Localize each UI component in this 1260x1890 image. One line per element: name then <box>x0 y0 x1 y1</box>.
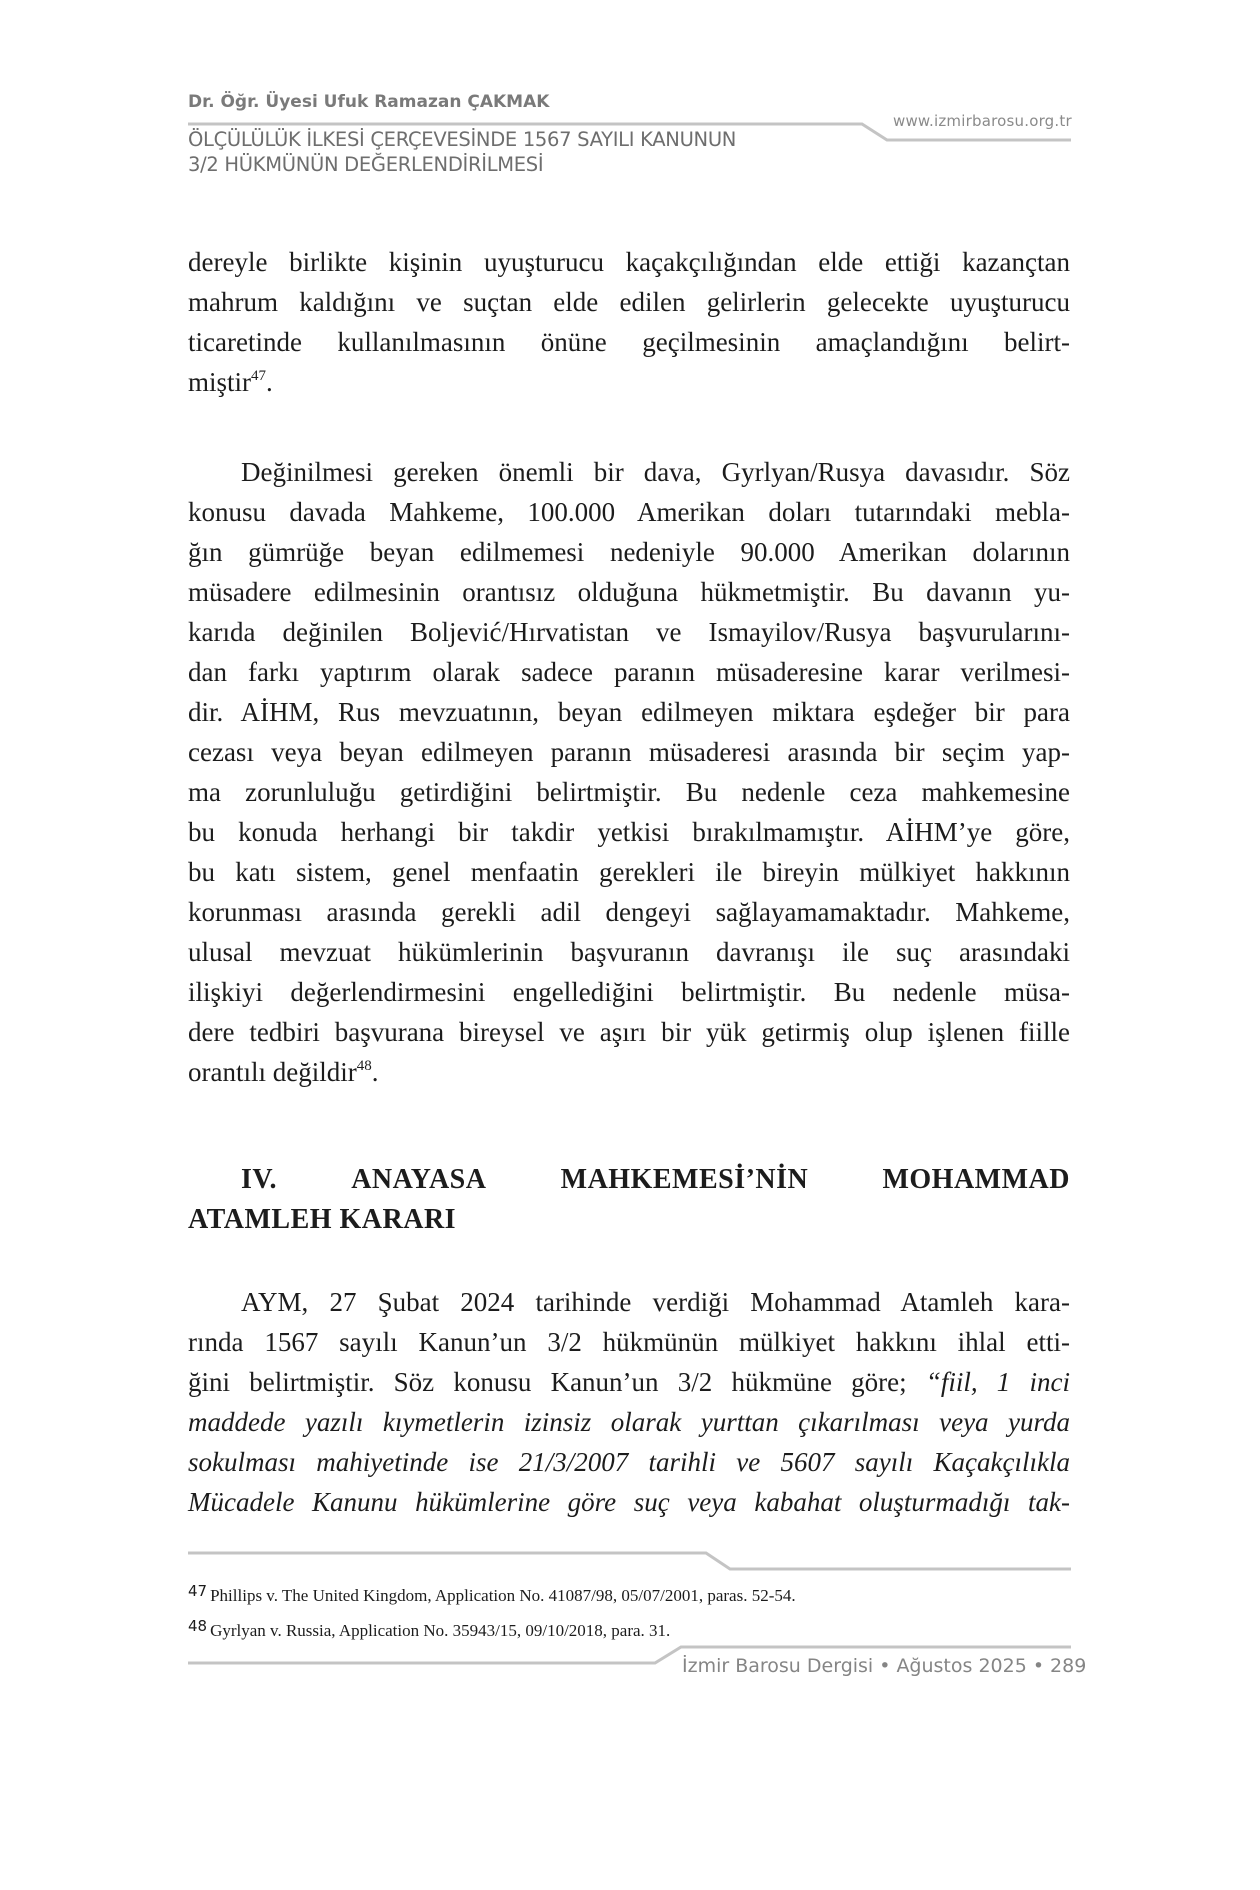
text-line: dereyle birlikte kişinin uyuşturucu kaçakçılığından elde ettiği kazançtan <box>188 247 1070 277</box>
text-segment: orantılı değildir <box>188 1057 357 1087</box>
heading-word: MAHKEMESİ’NİN <box>560 1164 809 1195</box>
text-line: Değinilmesi gereken önemli bir dava, Gyrlyan/Rusya davasıdır. Söz <box>241 457 1070 487</box>
footnote-text: Gyrlyan v. Russia, Application No. 35943/15, 09/10/2018, para. 31. <box>210 1621 671 1640</box>
text-line: AYM, 27 Şubat 2024 tarihinde verdiği Mohammad Atamleh kara- <box>241 1287 1070 1317</box>
footnote-48 <box>188 1611 1070 1646</box>
footnotes <box>188 1576 1070 1646</box>
text-segment: ğini belirtmiştir. Söz konusu Kanun’un 3/2 hükmüne göre; <box>188 1367 926 1397</box>
footnote-separator-rule <box>188 1553 1071 1569</box>
paragraph-2 <box>188 452 1070 1092</box>
footnote-number: 48 <box>188 1617 208 1635</box>
footer-separator: • <box>879 1655 891 1677</box>
page-footer <box>682 1655 1086 1677</box>
text-line: ilişkiyi değerlendirmesini engellediğini belirtmiştir. Bu nedenle müsa- <box>188 977 1070 1007</box>
section-heading-line-2: ATAMLEH KARARI <box>188 1204 457 1235</box>
text-line: dan farkı yaptırım olarak sadece paranın müsaderesine karar verilmesi- <box>188 657 1070 687</box>
text-line: karıda değinilen Boljević/Hırvatistan ve Ismayilov/Rusya başvurularını- <box>188 617 1070 647</box>
text-line <box>188 1052 1070 1092</box>
heading-word: ANAYASA <box>351 1164 487 1195</box>
quote-line: sokulması mahiyetinde ise 21/3/2007 tarihli ve 5607 sayılı Kaçakçılıkla <box>188 1447 1070 1477</box>
footer-journal-name: İzmir Barosu Dergisi <box>682 1655 874 1677</box>
text-line: cezası veya beyan edilmeyen paranın müsaderesi arasında bir seçim yap- <box>188 737 1070 767</box>
quote-line: maddede yazılı kıymetlerin izinsiz olarak yurttan çıkarılması veya yurda <box>188 1407 1070 1437</box>
text-line <box>188 362 1070 402</box>
header-rule <box>188 124 1071 140</box>
heading-word: IV. <box>241 1164 278 1195</box>
quote-segment: “fiil, 1 inci <box>925 1367 1070 1397</box>
text-segment: . <box>371 1057 379 1087</box>
footnote-ref-48[interactable]: 48 <box>356 1058 372 1074</box>
header-author: Dr. Öğr. Üyesi Ufuk Ramazan ÇAKMAK <box>188 92 550 112</box>
text-line: dir. AİHM, Rus mevzuatının, beyan edilmeyen miktara eşdeğer bir para <box>188 697 1070 727</box>
text-line: ticaretinde kullanılmasının önüne geçilmesinin amaçlandığını belirt- <box>188 327 1070 357</box>
text-line: bu katı sistem, genel menfaatin gerekleri ile bireyin mülkiyet hakkının <box>188 857 1070 887</box>
text-segment: miştir <box>188 367 252 397</box>
text-line: ulusal mevzuat hükümlerinin başvuranın davranışı ile suç arasındaki <box>188 937 1070 967</box>
paragraph-3 <box>188 1282 1070 1522</box>
text-line: korunması arasında gerekli adil dengeyi sağlayamamaktadır. Mahkeme, <box>188 897 1070 927</box>
text-segment: . <box>266 367 273 397</box>
text-line: konusu davada Mahkeme, 100.000 Amerikan doları tutarındaki mebla- <box>188 497 1070 527</box>
section-heading-line-1 <box>188 1160 1070 1200</box>
header-title-line: 3/2 HÜKMÜNÜN DEĞERLENDİRİLMESİ <box>188 153 544 176</box>
text-line: ma zorunluluğu getirdiğini belirtmiştir. Bu nedenle ceza mahkemesine <box>188 777 1070 807</box>
text-line: ğın gümrüğe beyan edilmemesi nedeniyle 90.000 Amerikan dolarının <box>188 537 1070 567</box>
footer-separator: • <box>1032 1655 1045 1677</box>
header-title-line: ÖLÇÜLÜLÜK İLKESİ ÇERÇEVESİNDE 1567 SAYILI KANUNUN <box>188 128 737 151</box>
footnote-47 <box>188 1576 1070 1611</box>
text-line <box>188 1362 1070 1402</box>
paragraph-1 <box>188 242 1070 402</box>
text-line: mahrum kaldığını ve suçtan elde edilen gelirlerin gelecekte uyuşturucu <box>188 287 1070 317</box>
footnote-ref-47[interactable]: 47 <box>251 368 267 384</box>
heading-word: MOHAMMAD <box>882 1164 1070 1195</box>
text-line: dere tedbiri başvurana bireysel ve aşırı bir yük getirmiş olup işlenen fiille <box>188 1017 1070 1047</box>
footnote-text: Phillips v. The United Kingdom, Application No. 41087/98, 05/07/2001, paras. 52-54. <box>210 1586 796 1605</box>
footnote-number: 47 <box>188 1582 208 1600</box>
text-line: bu konuda herhangi bir takdir yetkisi bırakılmamıştır. AİHM’ye göre, <box>188 817 1070 847</box>
footer-page-number: 289 <box>1050 1655 1087 1677</box>
quote-line: Mücadele Kanunu hükümlerine göre suç veya kabahat oluşturmadığı tak- <box>188 1487 1070 1517</box>
text-line: müsadere edilmesinin orantısız olduğuna hükmetmiştir. Bu davanın yu- <box>188 577 1070 607</box>
footer-issue: Ağustos 2025 <box>896 1655 1027 1677</box>
text-line: rında 1567 sayılı Kanun’un 3/2 hükmünün mülkiyet hakkını ihlal etti- <box>188 1327 1070 1357</box>
header-website-url[interactable]: www.izmirbarosu.org.tr <box>893 112 1072 130</box>
section-heading <box>188 1160 1070 1240</box>
